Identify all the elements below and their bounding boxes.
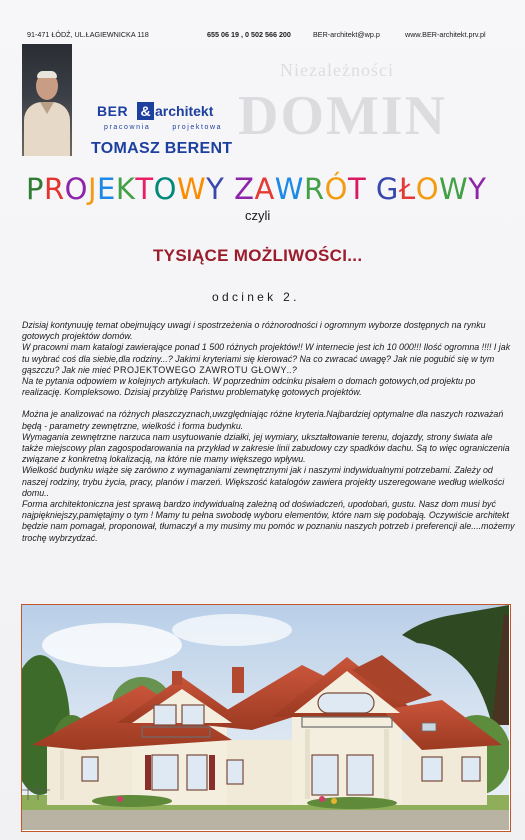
title-letter: O — [415, 172, 440, 206]
logo-sub-2: projektowa — [172, 124, 223, 131]
house-image — [21, 604, 511, 832]
paragraph-2: W pracowni mam katalogi zawierające ponad 1 500 różnych projektów!! W internecie jest ich 10 000!!! Ilość ogromna !!!! I jak tu wybrać coś dla siebie,dla rodziny...? Jakimi kryteriami się kierować? Na co zwracać uwagę? Jak nie pogubić się w tym gąszczu? Jak nie mieć PROJEKTOWEGO ZAWROTU GŁOWY..? — [22, 342, 511, 375]
title-letter: W — [439, 172, 469, 206]
connector-word: czyli — [245, 208, 271, 223]
title-letter: Ł — [398, 172, 416, 206]
watermark-big: DOMIN — [238, 85, 448, 147]
article-body — [22, 320, 516, 544]
logo-ber: BER — [97, 103, 129, 119]
article-subtitle: TYSIĄCE MOŻLIWOŚCI... — [153, 246, 363, 265]
title-letter: T — [135, 172, 154, 206]
title-letter: W — [274, 172, 304, 206]
title-letter: W — [176, 172, 207, 206]
title-letter: E — [97, 172, 116, 206]
caps-phrase: PROJEKTOWEGO ZAWROTU GŁOWY — [113, 364, 287, 375]
title-letter: T — [347, 172, 367, 206]
title-letter: A — [254, 172, 275, 206]
title-letter: Y — [206, 172, 225, 206]
title-letter: G — [375, 172, 399, 206]
watermark-top: Niezależności — [280, 60, 394, 80]
paragraph-4: Można je analizować na różnych płaszczyznach,uwzględniając różne kryteria.Najbardziej optymalne dla naszych rozważań będą - parametry zewnętrzne, wielkość i forma budynku. — [22, 409, 504, 431]
title-letter — [366, 172, 376, 206]
paragraph-6: Wielkość budynku wiąże się zarówno z wymaganiami zewnętrznymi jak i naszymi indywidualnymi potrzebami. Zależy od naszej rodziny, trybu życia, pracy, planów i marzeń. Większość katalogów zawiera projekty uszeregowane według wielkości domu.. — [22, 465, 505, 498]
logo-architekt: architekt — [155, 103, 214, 119]
address: 91-471 ŁÓDŹ, UL.ŁAGIEWNICKA 118 — [27, 30, 149, 39]
logo-ampersand: & — [137, 102, 154, 120]
title-letter: Ó — [324, 172, 348, 206]
title-letter — [224, 172, 234, 206]
paragraph-1: Dzisiaj kontynuuję temat obejmujący uwagi i spostrzeżenia o różnorodności i ogromnym wyborze dostępnych na rynku gotowych projektów domów. — [22, 320, 486, 342]
title-letter: J — [87, 172, 98, 206]
title-letter: Z — [234, 172, 255, 206]
title-letter: P — [26, 172, 44, 206]
title-letter: Y — [468, 172, 487, 206]
title-letter: O — [64, 172, 88, 206]
title-letter: R — [44, 172, 65, 206]
contact-line — [27, 30, 517, 42]
watermark — [228, 60, 518, 160]
author-photo — [22, 44, 72, 156]
episode-label: odcinek 2. — [212, 290, 300, 304]
logo-sub-1: pracownia — [104, 124, 151, 131]
website[interactable]: www.BER-architekt.prv.pl — [405, 30, 486, 39]
house-illustration — [22, 605, 509, 830]
paragraph-5: Wymagania zewnętrzne narzuca nam usytuowanie działki, jej wymiary, ukształtowanie terenu, dojazdy, strony świata ale także miejscowy plan zagospodarowania na przykład w zakresie linii zabudowy czy spadków dachu. Są to więc ograniczenia związane z konkretną lokalizacją, na które nie mamy większego wpływu. — [22, 431, 510, 465]
article-title — [26, 172, 506, 206]
title-letter: R — [303, 172, 325, 206]
title-letter: K — [115, 172, 136, 206]
email[interactable]: BER-architekt@wp.p — [313, 30, 380, 39]
phones: 655 06 19 , 0 502 566 200 — [207, 30, 291, 39]
paragraph-3: Na te pytania odpowiem w kolejnych artykułach. W poprzednim odcinku pisałem o domach gotowych,od projektu po realizację. Kompleksowo. Dzisiaj przybliżę Państwu problematykę gotowych projektów. — [22, 376, 476, 398]
title-letter: O — [153, 172, 177, 206]
author-name: TOMASZ BERENT — [91, 140, 233, 157]
logo-subtitle — [104, 124, 222, 131]
paragraph-7: Forma architektoniczna jest sprawą bardzo indywidualną zależną od doświadczeń, upodobań, gustu. Nasz dom musi być najpiękniejszy,pamiętajmy o tym ! Mamy tu pełna swobodę wyboru elementów, które nam się podobają. Oczywiście architekt będzie nam pomagał, proponował, tłumaczył a my musimy mu pomóc w poznaniu naszych potrzeb i preferencji ale....możemy trochę wybrzydzać. — [22, 499, 515, 543]
